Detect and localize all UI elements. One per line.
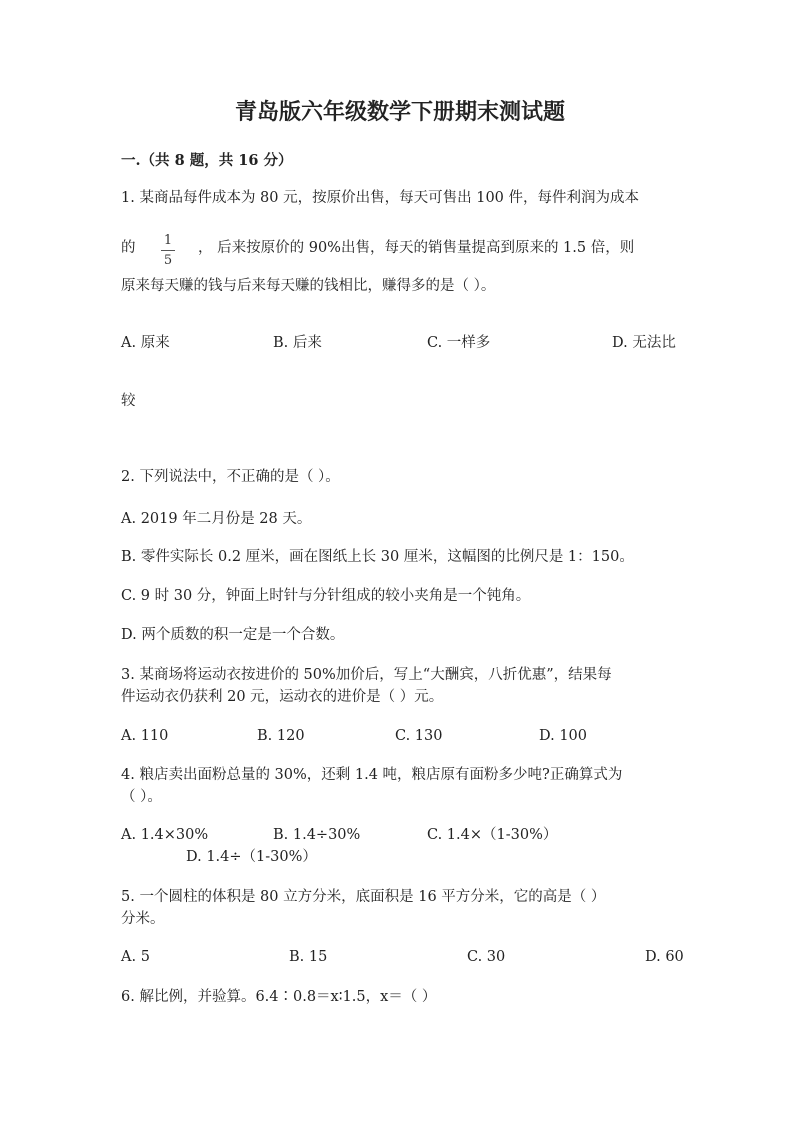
- question-2-option-a[interactable]: A. 2019 年二月份是 28 天。: [121, 511, 312, 527]
- question-1-option-c[interactable]: C. 一样多: [427, 335, 491, 351]
- page-title: 青岛版六年级数学下册期末测试题: [234, 99, 565, 125]
- fraction-bar: [161, 250, 175, 251]
- question-2-option-d[interactable]: D. 两个质数的积一定是一个合数。: [121, 627, 345, 643]
- question-1-line-2-suffix: ， 后来按原价的 90%出售，每天的销售量提高到原来的 1.5 倍，则: [198, 240, 635, 256]
- question-1-option-d-continued: 较: [121, 393, 136, 409]
- question-2-stem: 2. 下列说法中，不正确的是（ ）。: [121, 469, 340, 485]
- question-5-option-b[interactable]: B. 15: [289, 949, 328, 965]
- fraction-numerator: 1: [163, 233, 173, 248]
- question-3-line-2: 件运动衣仍获利 20 元，运动衣的进价是（ ）元。: [121, 689, 444, 705]
- question-5-option-a[interactable]: A. 5: [121, 949, 150, 965]
- question-1-line-1: 1. 某商品每件成本为 80 元，按原价出售，每天可售出 100 件，每件利润为成本: [121, 190, 640, 206]
- question-1-option-d[interactable]: D. 无法比: [612, 335, 676, 351]
- question-5-line-1: 5. 一个圆柱的体积是 80 立方分米，底面积是 16 平方分米，它的高是（ ）: [121, 889, 606, 905]
- question-5-line-2: 分米。: [121, 911, 165, 927]
- question-3-option-c[interactable]: C. 130: [395, 728, 443, 744]
- question-4-option-b[interactable]: B. 1.4÷30%: [273, 827, 361, 843]
- question-1-option-a[interactable]: A. 原来: [121, 335, 170, 351]
- question-6-stem: 6. 解比例，并验算。6.4∶0.8＝x∶1.5，x＝（ ）: [121, 989, 437, 1005]
- fraction-one-fifth: [161, 233, 175, 268]
- question-2-option-b[interactable]: B. 零件实际长 0.2 厘米，画在图纸上长 30 厘米，这幅图的比例尺是 1：150。: [121, 549, 634, 565]
- question-4-option-a[interactable]: A. 1.4×30%: [121, 827, 209, 843]
- question-4-option-d[interactable]: D. 1.4÷（1-30%）: [186, 849, 317, 865]
- question-2-option-c[interactable]: C. 9 时 30 分，钟面上时针与分针组成的较小夹角是一个钝角。: [121, 588, 531, 604]
- question-1-line-2-prefix: 的: [121, 240, 136, 256]
- question-4-line-2: （ ）。: [121, 789, 162, 805]
- question-1-line-3: 原来每天赚的钱与后来每天赚的钱相比，赚得多的是（ ）。: [121, 278, 496, 294]
- question-5-option-d[interactable]: D. 60: [645, 949, 684, 965]
- fraction-denominator: 5: [163, 253, 173, 268]
- question-4-line-1: 4. 粮店卖出面粉总量的 30%，还剩 1.4 吨，粮店原有面粉多少吨?正确算式为: [121, 767, 623, 783]
- question-4-option-c[interactable]: C. 1.4×（1-30%）: [427, 827, 558, 843]
- question-1-option-b[interactable]: B. 后来: [273, 335, 322, 351]
- section-heading: 一.（共 8 题，共 16 分）: [121, 152, 293, 169]
- question-3-option-a[interactable]: A. 110: [121, 728, 169, 744]
- question-3-option-b[interactable]: B. 120: [257, 728, 305, 744]
- question-3-line-1: 3. 某商场将运动衣按进价的 50%加价后，写上“大酬宾，八折优惠”，结果每: [121, 667, 612, 683]
- question-5-option-c[interactable]: C. 30: [467, 949, 506, 965]
- question-3-option-d[interactable]: D. 100: [539, 728, 588, 744]
